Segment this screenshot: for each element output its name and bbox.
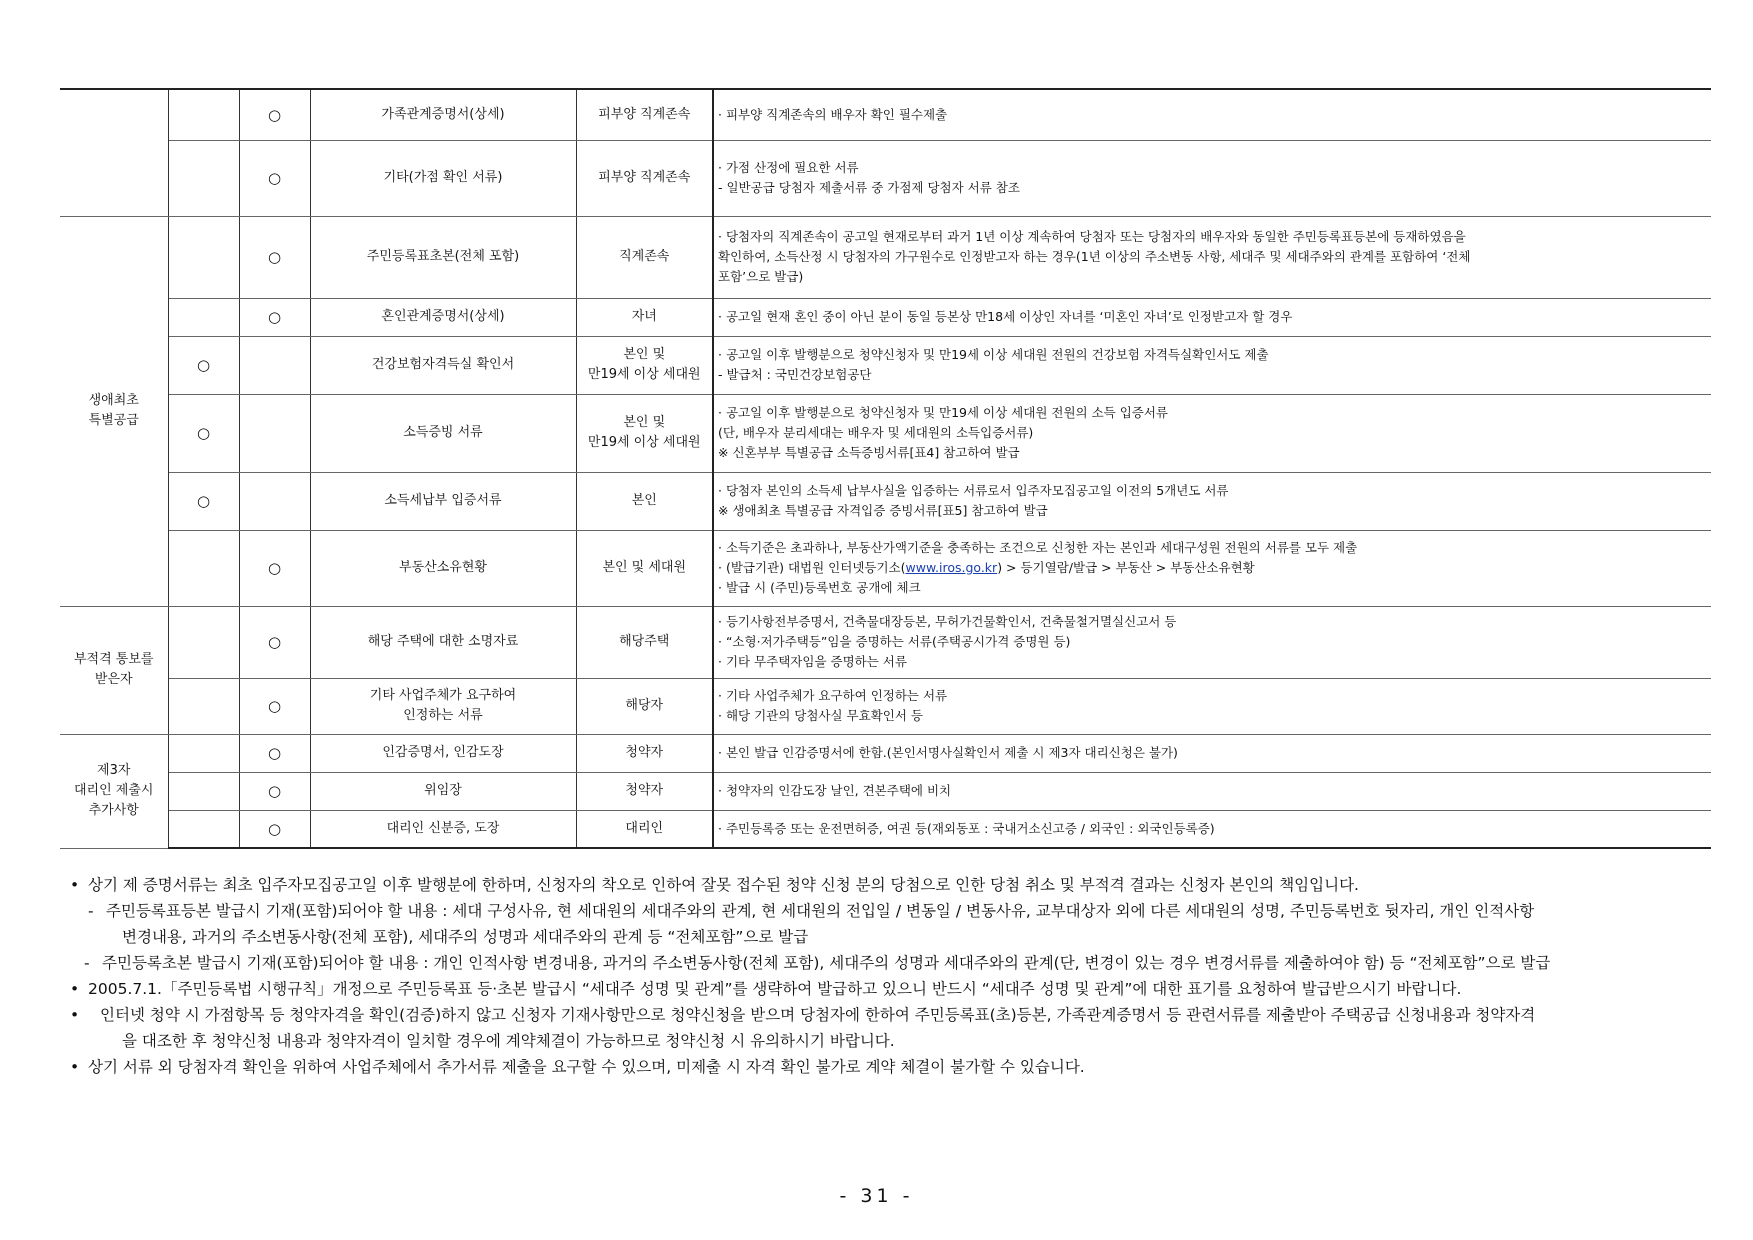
document-target: 피부양 직계존속 [576,89,713,140]
note-text: 인터넷 청약 시 가점항목 등 청약자격을 확인(검증)하지 않고 신청자 기재사항만으로 청약신청을 받으며 당첨자에 한하여 주민등록표(초)등본, 가족관계증명서 등 관련서류를 제출받아 주택공급 신청내용과 청약자격 [100,1006,1536,1024]
table-row [60,772,1711,810]
note-text: 상기 서류 외 당첨자격 확인을 위하여 사업주체에서 추가서류 제출을 요구할 수 있으며, 미제출 시 자격 확인 불가로 계약 체결이 불가할 수 있습니다. [88,1058,1085,1076]
table-row [60,734,1711,772]
mark-cell [168,530,239,606]
note-continuation [70,924,1720,950]
mark-cell [239,394,310,472]
description-text: · 소득기준은 초과하나, 부동산가액기준을 충족하는 조건으로 신청한 자는 본인과 세대구성원 전원의 서류를 모두 제출 · (발급기관) 대법원 인터넷등기소( [718,540,1358,575]
document-name: 인감증명서, 인감도장 [310,734,576,772]
document-target: 대리인 [576,810,713,848]
document-description: · 기타 사업주체가 요구하여 인정하는 서류 · 해당 기관의 당첨사실 무효확인서 등 [713,678,1711,734]
document-target: 자녀 [576,298,713,336]
bullet-dash-icon: - [88,902,94,920]
bullet-dot-icon: • [70,980,80,998]
note-item [70,1002,1720,1028]
description-text: ) > 등기열람/발급 > 부동산 > 부동산소유현황 · 발급 시 (주민)등록번호 공개에 체크 [718,560,1255,595]
mark-cell: ○ [239,678,310,734]
table-row [60,606,1711,678]
document-name: 기타(가점 확인 서류) [310,140,576,216]
document-description: · 주민등록증 또는 운전면허증, 여권 등(재외동포 : 국내거소신고증 / 외국인 : 외국인등록증) [713,810,1711,848]
document-name: 주민등록표초본(전체 포함) [310,216,576,298]
document-description: · 공고일 이후 발행분으로 청약신청자 및 만19세 이상 세대원 전원의 건강보험 자격득실확인서도 제출 - 발급처 : 국민건강보험공단 [713,336,1711,394]
document-description: · 가점 산정에 필요한 서류 - 일반공급 당첨자 제출서류 중 가점제 당첨자 서류 참조 [713,140,1711,216]
table-row [60,530,1711,606]
document-target: 직계존속 [576,216,713,298]
note-text: 을 대조한 후 청약신청 내용과 청약자격이 일치할 경우에 계약체결이 가능하므로 청약신청 시 유의하시기 바랍니다. [122,1032,895,1050]
iros-link[interactable]: www.iros.go.kr [905,560,998,575]
document-description: · 공고일 이후 발행분으로 청약신청자 및 만19세 이상 세대원 전원의 소득 입증서류 (단, 배우자 분리세대는 배우자 및 세대원의 소득입증서류) ※ 신혼부부 특별공급 소득증빙서류[표4] 참고하여 발급 [713,394,1711,472]
mark-cell [168,216,239,298]
document-name: 혼인관계증명서(상세) [310,298,576,336]
document-target: 청약자 [576,734,713,772]
bullet-dot-icon: • [70,1058,80,1076]
table-row [60,678,1711,734]
page-number: - 31 - [839,1185,914,1207]
table-row [60,140,1711,216]
mark-cell: ○ [239,606,310,678]
note-item [70,950,1720,976]
mark-cell: ○ [239,810,310,848]
group-label-ineligible: 부적격 통보를 받은자 [60,606,168,734]
mark-cell: ○ [168,472,239,530]
mark-cell: ○ [168,394,239,472]
document-name: 소득세납부 입증서류 [310,472,576,530]
note-item [70,976,1720,1002]
required-documents-table [60,88,1711,849]
note-item [70,872,1720,898]
document-target: 본인 및 만19세 이상 세대원 [576,394,713,472]
table-row [60,394,1711,472]
document-name: 가족관계증명서(상세) [310,89,576,140]
mark-cell [168,772,239,810]
table-row [60,298,1711,336]
group-cell-empty [60,89,168,216]
mark-cell: ○ [239,298,310,336]
group-label-proxy: 제3자 대리인 제출시 추가사항 [60,734,168,848]
bullet-dash-icon: - [84,954,90,972]
document-description: · 피부양 직계존속의 배우자 확인 필수제출 [713,89,1711,140]
table-row [60,216,1711,298]
mark-cell: ○ [239,530,310,606]
document-name: 대리인 신분증, 도장 [310,810,576,848]
table-row [60,336,1711,394]
mark-cell [168,810,239,848]
document-target: 본인 [576,472,713,530]
bullet-dot-icon: • [70,876,80,894]
note-continuation [70,1028,1720,1054]
document-target: 피부양 직계존속 [576,140,713,216]
mark-cell [168,140,239,216]
table-row [60,89,1711,140]
mark-cell: ○ [168,336,239,394]
document-name: 위임장 [310,772,576,810]
group-label-first-home: 생애최초 특별공급 [60,216,168,606]
document-description: · 당첨자 본인의 소득세 납부사실을 입증하는 서류로서 입주자모집공고일 이전의 5개년도 서류 ※ 생애최초 특별공급 자격입증 증빙서류[표5] 참고하여 발급 [713,472,1711,530]
note-text: 변경내용, 과거의 주소변동사항(전체 포함), 세대주의 성명과 세대주와의 관계 등 “전체포함”으로 발급 [122,928,809,946]
document-target: 해당주택 [576,606,713,678]
mark-cell [168,606,239,678]
document-name: 해당 주택에 대한 소명자료 [310,606,576,678]
note-text: 상기 제 증명서류는 최초 입주자모집공고일 이후 발행분에 한하며, 신청자의 착오로 인하여 잘못 접수된 청약 신청 분의 당첨으로 인한 당첨 취소 및 부적격 결과는 신청자 본인의 책임입니다. [88,876,1359,894]
document-target: 청약자 [576,772,713,810]
mark-cell [168,89,239,140]
mark-cell: ○ [239,89,310,140]
document-name: 부동산소유현황 [310,530,576,606]
mark-cell: ○ [239,216,310,298]
mark-cell: ○ [239,140,310,216]
mark-cell: ○ [239,734,310,772]
note-item [70,1054,1720,1080]
mark-cell [168,298,239,336]
document-description: · 등기사항전부증명서, 건축물대장등본, 무허가건물확인서, 건축물철거멸실신고서 등 · “소형·저가주택등”임을 증명하는 서류(주택공시가격 증명원 등) · 기타 무주택자임을 증명하는 서류 [713,606,1711,678]
document-target: 본인 및 만19세 이상 세대원 [576,336,713,394]
mark-cell [168,678,239,734]
mark-cell [239,336,310,394]
mark-cell [168,734,239,772]
note-text: 주민등록초본 발급시 기재(포함)되어야 할 내용 : 개인 인적사항 변경내용, 과거의 주소변동사항(전체 포함), 세대주의 성명과 세대주와의 관계(단, 변경이 있는 경우 변경서류를 제출하여야 함) 등 “전체포함”으로 발급 [102,954,1551,972]
note-text: 2005.7.1.「주민등록법 시행규칙」개정으로 주민등록표 등·초본 발급시 “세대주 성명 및 관계”를 생략하여 발급하고 있으니 반드시 “세대주 성명 및 관계”에 대한 표기를 요청하여 발급받으시기 바랍니다. [88,980,1462,998]
mark-cell [239,472,310,530]
document-name: 소득증빙 서류 [310,394,576,472]
document-target: 본인 및 세대원 [576,530,713,606]
document-description: · 청약자의 인감도장 날인, 견본주택에 비치 [713,772,1711,810]
table-row [60,810,1711,848]
document-target: 해당자 [576,678,713,734]
document-description: · 본인 발급 인감증명서에 한함.(본인서명사실확인서 제출 시 제3자 대리신청은 불가) [713,734,1711,772]
bullet-dot-icon: • [70,1006,80,1024]
document-name: 기타 사업주체가 요구하여 인정하는 서류 [310,678,576,734]
notes-section [70,872,1720,1080]
document-name: 건강보험자격득실 확인서 [310,336,576,394]
table-row [60,472,1711,530]
document-description: · 당첨자의 직계존속이 공고일 현재로부터 과거 1년 이상 계속하여 당첨자 또는 당첨자의 배우자와 동일한 주민등록표등본에 등재하였음을 확인하여, 소득산정 시 당첨자의 가구원수로 인정받고자 하는 경우(1년 이상의 주소변동 사항, 세대주 및 세대주와의 관계를 포함하여 ‘전체 포함’으로 발급) [713,216,1711,298]
note-text: 주민등록표등본 발급시 기재(포함)되어야 할 내용 : 세대 구성사유, 현 세대원의 세대주와의 관계, 현 세대원의 전입일 / 변동일 / 변동사유, 교부대상자 외에 다른 세대원의 성명, 주민등록번호 뒷자리, 개인 인적사항 [106,902,1535,920]
note-item [70,898,1720,924]
mark-cell: ○ [239,772,310,810]
document-description [713,530,1711,606]
document-description: · 공고일 현재 혼인 중이 아닌 분이 동일 등본상 만18세 이상인 자녀를 ‘미혼인 자녀’로 인정받고자 할 경우 [713,298,1711,336]
